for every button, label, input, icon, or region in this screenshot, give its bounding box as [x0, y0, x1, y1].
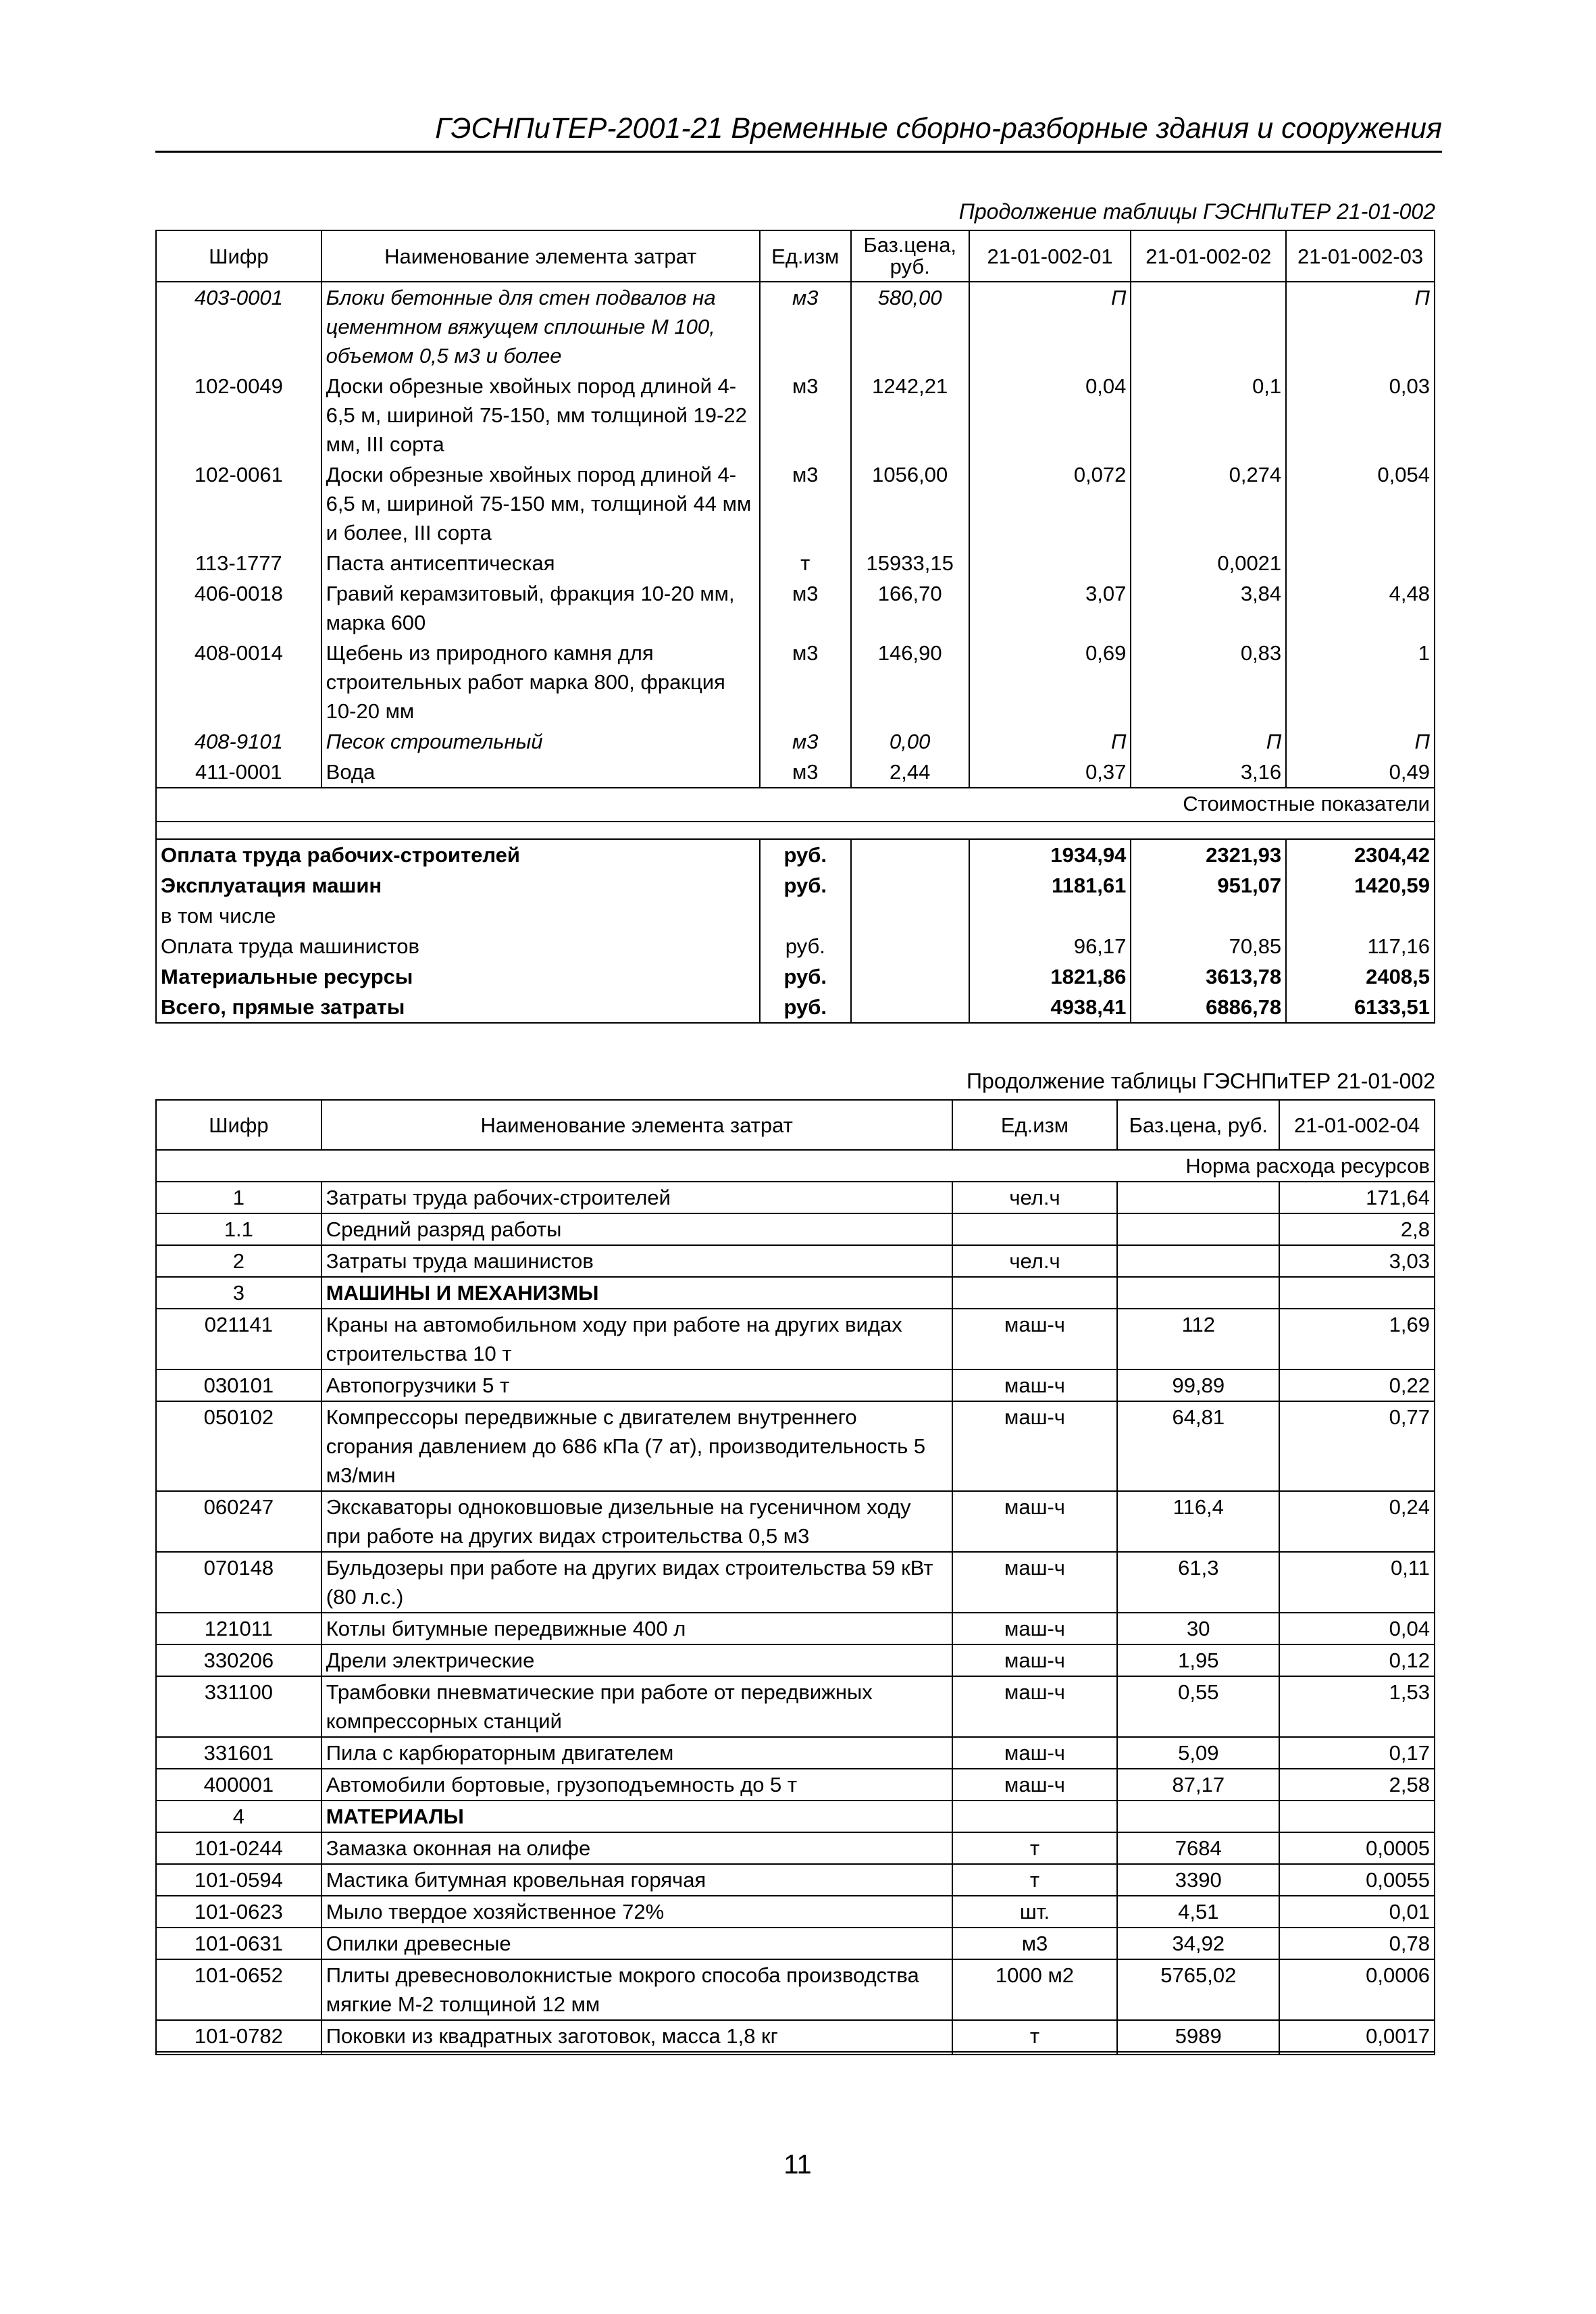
row-name: Краны на автомобильном ходу при работе на других видах строительства 10 т [321, 1309, 952, 1369]
col-header-21-01-002-04: 21-01-002-04 [1279, 1100, 1435, 1150]
row-price: 5989 [1117, 2020, 1279, 2052]
row-code: 101-0631 [156, 1928, 321, 1959]
row-unit [952, 1213, 1118, 1245]
summary-value-3: 2304,42 [1286, 839, 1435, 870]
row-code: 408-9101 [156, 726, 321, 757]
row-name: Поковки из квадратных заготовок, масса 1,8 кг [321, 2020, 952, 2052]
row-code [156, 2052, 321, 2055]
table-row [156, 1552, 1435, 1613]
summary-value-3 [1286, 901, 1435, 931]
row-name: Щебень из природного камня для строительных работ марка 800, фракция 10-20 мм [321, 638, 760, 726]
row-code: 403-0001 [156, 282, 321, 371]
row-name: Дрели электрические [321, 1644, 952, 1676]
row-name: Автомобили бортовые, грузоподъемность до 5 т [321, 1769, 952, 1801]
row-code: 400001 [156, 1769, 321, 1801]
row-price: 3390 [1117, 1864, 1279, 1896]
row-code: 050102 [156, 1401, 321, 1491]
table-row [156, 1401, 1435, 1491]
summary-empty-cell [851, 870, 969, 901]
row-value: 0,04 [1279, 1613, 1435, 1644]
table-row [156, 1737, 1435, 1769]
table-row [156, 2052, 1435, 2055]
col-header-base-price: Баз.цена, руб. [1117, 1100, 1279, 1150]
row-unit: т [952, 2020, 1118, 2052]
summary-value-1: 1821,86 [969, 961, 1131, 992]
row-value-1: П [969, 282, 1131, 371]
table-row [156, 459, 1435, 548]
row-code: 102-0049 [156, 371, 321, 459]
row-unit: м3 [760, 757, 851, 788]
row-price [1117, 1245, 1279, 1277]
row-value: 0,11 [1279, 1552, 1435, 1613]
table-row [156, 1769, 1435, 1801]
row-value-1: П [969, 726, 1131, 757]
summary-row [156, 870, 1435, 901]
summary-value-3: 1420,59 [1286, 870, 1435, 901]
row-name: Доски обрезные хвойных пород длиной 4-6,5 м, шириной 75-150 мм, толщиной 44 мм и более, III сорта [321, 459, 760, 548]
summary-row [156, 992, 1435, 1023]
summary-value-1: 96,17 [969, 931, 1131, 961]
table-row [156, 1369, 1435, 1401]
table2-header-row [156, 1100, 1435, 1150]
row-name: Мыло твердое хозяйственное 72% [321, 1896, 952, 1928]
row-value: 1,53 [1279, 1676, 1435, 1737]
summary-unit: руб. [760, 961, 851, 992]
table-row [156, 371, 1435, 459]
row-value-2: 3,84 [1131, 578, 1286, 638]
row-name: Экскаваторы одноковшовые дизельные на гусеничном ходу при работе на других видах строительства 0,5 м3 [321, 1491, 952, 1552]
row-unit: шт. [952, 1896, 1118, 1928]
cost-indicators-header: Стоимостные показатели [156, 788, 1435, 822]
row-unit: маш-ч [952, 1369, 1118, 1401]
row-value: 0,22 [1279, 1369, 1435, 1401]
table2-caption: Продолжение таблицы ГЭСНПиТЕР 21-01-002 [967, 1069, 1435, 1093]
row-unit: маш-ч [952, 1644, 1118, 1676]
row-price [1117, 1182, 1279, 1213]
summary-value-2: 2321,93 [1131, 839, 1286, 870]
table-row [156, 1896, 1435, 1928]
row-code: 1.1 [156, 1213, 321, 1245]
row-value-3: 1 [1286, 638, 1435, 726]
row-price: 0,55 [1117, 1676, 1279, 1737]
row-value: 0,01 [1279, 1896, 1435, 1928]
row-unit: чел.ч [952, 1182, 1118, 1213]
col-header-21-01-002-03: 21-01-002-03 [1286, 230, 1435, 282]
row-price: 4,51 [1117, 1896, 1279, 1928]
summary-empty-cell [851, 931, 969, 961]
row-price: 2,44 [851, 757, 969, 788]
row-value-3: 0,054 [1286, 459, 1435, 548]
row-value: 0,0005 [1279, 1832, 1435, 1864]
row-value: 0,0006 [1279, 1959, 1435, 2020]
row-price: 5,09 [1117, 1737, 1279, 1769]
row-name: Песок строительный [321, 726, 760, 757]
summary-unit [760, 901, 851, 931]
row-unit: м3 [760, 578, 851, 638]
row-value: 2,8 [1279, 1213, 1435, 1245]
row-name: Пила с карбюраторным двигателем [321, 1737, 952, 1769]
row-unit: м3 [760, 459, 851, 548]
summary-value-2: 6886,78 [1131, 992, 1286, 1023]
row-unit: маш-ч [952, 1769, 1118, 1801]
row-value [1279, 1277, 1435, 1309]
col-header-21-01-002-01: 21-01-002-01 [969, 230, 1131, 282]
row-name: Паста антисептическая [321, 548, 760, 578]
row-price [1117, 1801, 1279, 1832]
row-code: 070148 [156, 1552, 321, 1613]
table-row [156, 1309, 1435, 1369]
row-unit: маш-ч [952, 1309, 1118, 1369]
row-price: 7684 [1117, 1832, 1279, 1864]
col-header-base-price: Баз.цена, руб. [851, 230, 969, 282]
row-unit [952, 1801, 1118, 1832]
summary-value-2 [1131, 901, 1286, 931]
row-price [1117, 1277, 1279, 1309]
table-row [156, 726, 1435, 757]
resource-norm-header: Норма расхода ресурсов [156, 1150, 1435, 1182]
row-value-2 [1131, 282, 1286, 371]
resource-table-1 [155, 230, 1435, 1024]
row-name: Гравий керамзитовый, фракция 10-20 мм, марка 600 [321, 578, 760, 638]
row-unit: м3 [760, 371, 851, 459]
row-code: 021141 [156, 1309, 321, 1369]
table-row [156, 1959, 1435, 2020]
row-value: 2,58 [1279, 1769, 1435, 1801]
row-value-2: 0,274 [1131, 459, 1286, 548]
row-value-3 [1286, 548, 1435, 578]
row-code: 408-0014 [156, 638, 321, 726]
col-header-code: Шифр [156, 230, 321, 282]
row-value-1: 0,37 [969, 757, 1131, 788]
table-row [156, 548, 1435, 578]
row-value: 0,24 [1279, 1491, 1435, 1552]
row-unit [952, 2052, 1118, 2055]
table-row [156, 1245, 1435, 1277]
row-value: 0,17 [1279, 1737, 1435, 1769]
row-name: Бульдозеры при работе на других видах строительства 59 кВт (80 л.с.) [321, 1552, 952, 1613]
row-price: 146,90 [851, 638, 969, 726]
row-name: Затраты труда рабочих-строителей [321, 1182, 952, 1213]
table-row [156, 757, 1435, 788]
section-title: МАШИНЫ И МЕХАНИЗМЫ [321, 1277, 952, 1309]
row-name: Вода [321, 757, 760, 788]
row-value: 0,0017 [1279, 2020, 1435, 2052]
spacer-row [156, 822, 1435, 839]
row-price: 1056,00 [851, 459, 969, 548]
row-value-3: 4,48 [1286, 578, 1435, 638]
resource-table-2 [155, 1099, 1435, 2055]
row-name: Плиты древесноволокнистые мокрого способа производства мягкие М-2 толщиной 12 мм [321, 1959, 952, 2020]
row-value [1279, 1801, 1435, 1832]
row-unit: м3 [760, 638, 851, 726]
row-price: 5765,02 [1117, 1959, 1279, 2020]
row-value-2: П [1131, 726, 1286, 757]
row-name: Доски обрезные хвойных пород длиной 4-6,5 м, шириной 75-150, мм толщиной 19-22 мм, III сорта [321, 371, 760, 459]
row-value-2: 0,1 [1131, 371, 1286, 459]
row-code: 030101 [156, 1369, 321, 1401]
section-code: 4 [156, 1801, 321, 1832]
row-value-2: 3,16 [1131, 757, 1286, 788]
row-name: Средний разряд работы [321, 1213, 952, 1245]
summary-label: Всего, прямые затраты [156, 992, 760, 1023]
row-value-1 [969, 548, 1131, 578]
row-price: 30 [1117, 1613, 1279, 1644]
row-unit: маш-ч [952, 1552, 1118, 1613]
row-price: 1,95 [1117, 1644, 1279, 1676]
table1-header-row [156, 230, 1435, 282]
row-price: 61,3 [1117, 1552, 1279, 1613]
row-value: 0,12 [1279, 1644, 1435, 1676]
section-row [156, 1801, 1435, 1832]
row-price: 15933,15 [851, 548, 969, 578]
summary-label: Оплата труда машинистов [156, 931, 760, 961]
row-value-1: 0,072 [969, 459, 1131, 548]
summary-unit: руб. [760, 992, 851, 1023]
table-row [156, 578, 1435, 638]
row-price [1117, 2052, 1279, 2055]
row-value: 0,77 [1279, 1401, 1435, 1491]
col-header-name: Наименование элемента затрат [321, 1100, 952, 1150]
row-code: 060247 [156, 1491, 321, 1552]
row-value: 1,69 [1279, 1309, 1435, 1369]
page-number: 11 [783, 2150, 812, 2180]
resource-norm-header-row [156, 1150, 1435, 1182]
summary-value-1: 4938,41 [969, 992, 1131, 1023]
row-code: 330206 [156, 1644, 321, 1676]
row-price: 580,00 [851, 282, 969, 371]
row-value-3: 0,03 [1286, 371, 1435, 459]
summary-empty-cell [851, 839, 969, 870]
row-unit: т [952, 1864, 1118, 1896]
summary-empty-cell [851, 901, 969, 931]
summary-row [156, 901, 1435, 931]
row-name: Мастика битумная кровельная горячая [321, 1864, 952, 1896]
section-row [156, 1277, 1435, 1309]
col-header-code: Шифр [156, 1100, 321, 1150]
summary-label: в том числе [156, 901, 760, 931]
row-code: 2 [156, 1245, 321, 1277]
row-name: Замазка оконная на олифе [321, 1832, 952, 1864]
row-name: Автопогрузчики 5 т [321, 1369, 952, 1401]
row-value-2: 0,83 [1131, 638, 1286, 726]
summary-value-1: 1934,94 [969, 839, 1131, 870]
row-code: 101-0244 [156, 1832, 321, 1864]
summary-value-3: 2408,5 [1286, 961, 1435, 992]
col-header-21-01-002-02: 21-01-002-02 [1131, 230, 1286, 282]
row-value-3: 0,49 [1286, 757, 1435, 788]
row-unit: маш-ч [952, 1676, 1118, 1737]
summary-label: Материальные ресурсы [156, 961, 760, 992]
summary-unit: руб. [760, 839, 851, 870]
row-code: 102-0061 [156, 459, 321, 548]
summary-row [156, 961, 1435, 992]
summary-value-1: 1181,61 [969, 870, 1131, 901]
row-code: 406-0018 [156, 578, 321, 638]
row-value-3: П [1286, 726, 1435, 757]
row-unit: м3 [760, 282, 851, 371]
summary-label: Эксплуатация машин [156, 870, 760, 901]
row-name: Трамбовки пневматические при работе от передвижных компрессорных станций [321, 1676, 952, 1737]
row-value: 0,78 [1279, 1928, 1435, 1959]
summary-row [156, 931, 1435, 961]
section-code: 3 [156, 1277, 321, 1309]
table-row [156, 1928, 1435, 1959]
col-header-unit: Ед.изм [952, 1100, 1118, 1150]
row-name: Котлы битумные передвижные 400 л [321, 1613, 952, 1644]
row-price: 99,89 [1117, 1369, 1279, 1401]
row-name [321, 2052, 952, 2055]
table-row [156, 282, 1435, 371]
row-value: 0,0055 [1279, 1864, 1435, 1896]
cost-indicators-header-row [156, 788, 1435, 822]
row-unit: чел.ч [952, 1245, 1118, 1277]
row-price: 1242,21 [851, 371, 969, 459]
table1-caption: Продолжение таблицы ГЭСНПиТЕР 21-01-002 [958, 199, 1435, 224]
row-name: Компрессоры передвижные с двигателем внутреннего сгорания давлением до 686 кПа (7 ат), производительность 5 м3/мин [321, 1401, 952, 1491]
row-value-2: 0,0021 [1131, 548, 1286, 578]
row-price: 166,70 [851, 578, 969, 638]
row-unit: м3 [760, 726, 851, 757]
summary-value-2: 3613,78 [1131, 961, 1286, 992]
row-code: 331100 [156, 1676, 321, 1737]
row-code: 113-1777 [156, 548, 321, 578]
table-row [156, 1182, 1435, 1213]
table-row [156, 1213, 1435, 1245]
page-header-title: ГЭСНПиТЕР-2001-21 Временные сборно-разборные здания и сооружения [155, 111, 1442, 153]
row-value [1279, 2052, 1435, 2055]
row-price: 0,00 [851, 726, 969, 757]
table-row [156, 1676, 1435, 1737]
col-header-name: Наименование элемента затрат [321, 230, 760, 282]
table-row [156, 1491, 1435, 1552]
summary-row [156, 839, 1435, 870]
table-row [156, 1644, 1435, 1676]
row-unit: т [952, 1832, 1118, 1864]
table-row [156, 1613, 1435, 1644]
summary-empty-cell [851, 961, 969, 992]
row-price: 87,17 [1117, 1769, 1279, 1801]
row-value-1: 0,04 [969, 371, 1131, 459]
row-price: 64,81 [1117, 1401, 1279, 1491]
row-code: 411-0001 [156, 757, 321, 788]
row-code: 101-0782 [156, 2020, 321, 2052]
row-value-1: 0,69 [969, 638, 1131, 726]
summary-value-3: 6133,51 [1286, 992, 1435, 1023]
row-code: 121011 [156, 1613, 321, 1644]
row-code: 101-0594 [156, 1864, 321, 1896]
table-row [156, 2020, 1435, 2052]
row-unit: т [760, 548, 851, 578]
summary-value-3: 117,16 [1286, 931, 1435, 961]
summary-unit: руб. [760, 931, 851, 961]
table-row [156, 638, 1435, 726]
row-code: 101-0623 [156, 1896, 321, 1928]
summary-label: Оплата труда рабочих-строителей [156, 839, 760, 870]
summary-empty-cell [851, 992, 969, 1023]
table-row [156, 1864, 1435, 1896]
col-header-unit: Ед.изм [760, 230, 851, 282]
row-price: 116,4 [1117, 1491, 1279, 1552]
row-unit [952, 1277, 1118, 1309]
row-price: 34,92 [1117, 1928, 1279, 1959]
row-price [1117, 1213, 1279, 1245]
row-unit: маш-ч [952, 1401, 1118, 1491]
row-value: 171,64 [1279, 1182, 1435, 1213]
row-unit: маш-ч [952, 1737, 1118, 1769]
row-unit: маш-ч [952, 1613, 1118, 1644]
table-row [156, 1832, 1435, 1864]
section-title: МАТЕРИАЛЫ [321, 1801, 952, 1832]
row-name: Блоки бетонные для стен подвалов на цементном вяжущем сплошные М 100, объемом 0,5 м3 и более [321, 282, 760, 371]
row-value-3: П [1286, 282, 1435, 371]
summary-value-2: 951,07 [1131, 870, 1286, 901]
row-code: 331601 [156, 1737, 321, 1769]
row-unit: 1000 м2 [952, 1959, 1118, 2020]
summary-value-2: 70,85 [1131, 931, 1286, 961]
row-value: 3,03 [1279, 1245, 1435, 1277]
row-unit: м3 [952, 1928, 1118, 1959]
summary-value-1 [969, 901, 1131, 931]
row-code: 1 [156, 1182, 321, 1213]
row-name: Затраты труда машинистов [321, 1245, 952, 1277]
row-name: Опилки древесные [321, 1928, 952, 1959]
summary-unit: руб. [760, 870, 851, 901]
row-unit: маш-ч [952, 1491, 1118, 1552]
row-value-1: 3,07 [969, 578, 1131, 638]
spacer-cell [156, 822, 1435, 839]
row-code: 101-0652 [156, 1959, 321, 2020]
row-price: 112 [1117, 1309, 1279, 1369]
